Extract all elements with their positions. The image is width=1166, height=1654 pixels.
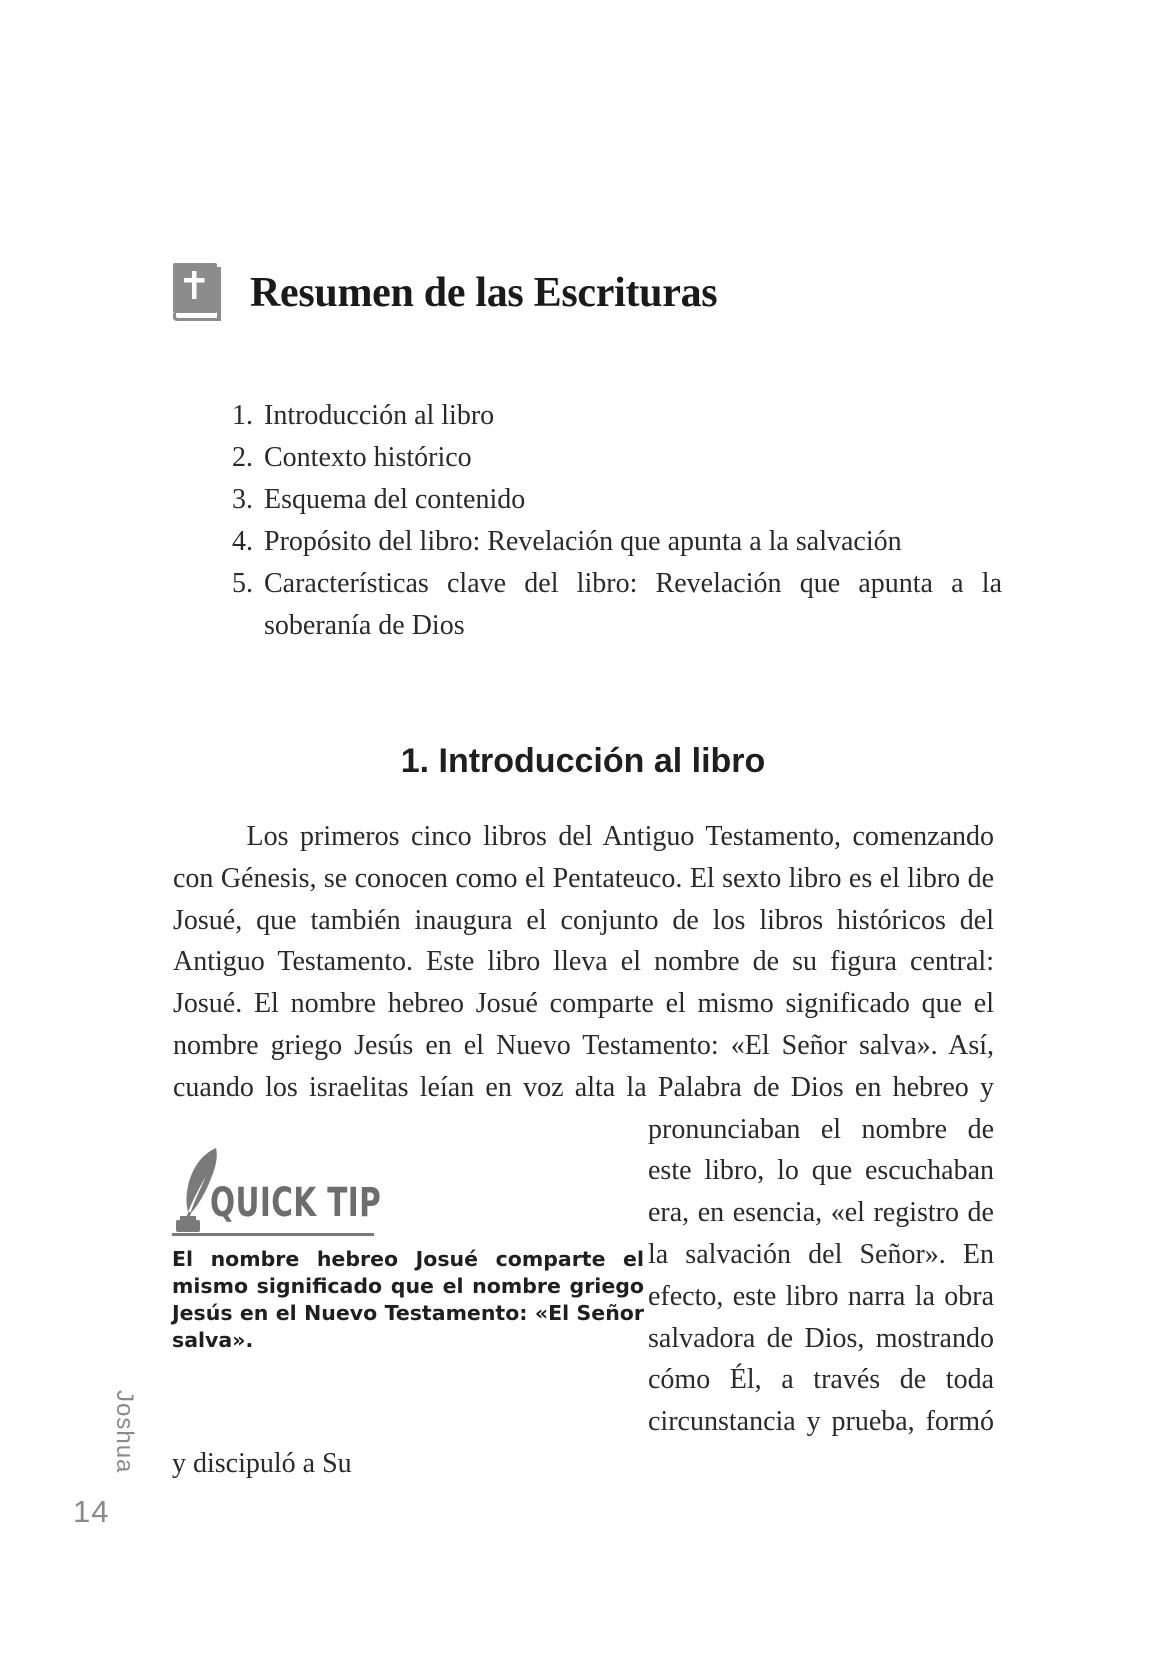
list-item: 4. Propósito del libro: Revelación que apunta a la salvación xyxy=(232,526,902,557)
intro-paragraph-text: Los primeros cinco libros del Antiguo Testamento, comenzando con Génesis, se conocen como el Pentateuco. El sexto libro es el libro de Josué, que también inaugura el conjunto de los libros históricos del Antiguo Testamento. Este libro lleva el nombre de su figura central: Josué. El nombre hebreo Josué comparte el mismo significado que el nombre griego Jesús en el Nuevo Testamento: «El Señor salva». Así, cuando los israelitas leían en voz alta la Palabra de Dios en hebreo y pronunciaban el nombre de este libro, lo que escuchaban era, en esencia, «el registro de la salvación del Señor». En efecto, este libro narra la obra salvadora de Dios, mostrando cómo Él, a través de toda circunstancia y prueba, formó y discipuló a Su xyxy=(172,821,994,1479)
intro-paragraph xyxy=(172,816,994,1485)
list-item: 1. Introducción al libro xyxy=(232,400,495,431)
page-number: 14 xyxy=(73,1494,110,1529)
intro-heading: 1. Introducción al libro xyxy=(400,742,766,780)
quick-tip-underline xyxy=(172,1233,374,1236)
cross-book-icon xyxy=(172,263,224,323)
quick-tip-text: El nombre hebreo Josué comparte el mismo significado que el nombre griego Jesús en el Nuevo Testamento: «El Señor salva». xyxy=(172,1246,644,1352)
list-item: 3. Esquema del contenido xyxy=(232,484,526,515)
running-title: Joshua xyxy=(111,1390,138,1474)
quick-tip-box xyxy=(172,1134,648,1426)
section-title: Resumen de las Escrituras xyxy=(250,270,718,316)
list-item: 5. Características clave del libro: Revelación que apunta a la soberanía de Dios xyxy=(232,568,1002,641)
list-item: 2. Contexto histórico xyxy=(232,442,472,473)
quick-tip-title: QUICK TIP xyxy=(210,1179,382,1226)
table-of-contents xyxy=(232,395,1002,647)
section-header xyxy=(172,263,717,323)
